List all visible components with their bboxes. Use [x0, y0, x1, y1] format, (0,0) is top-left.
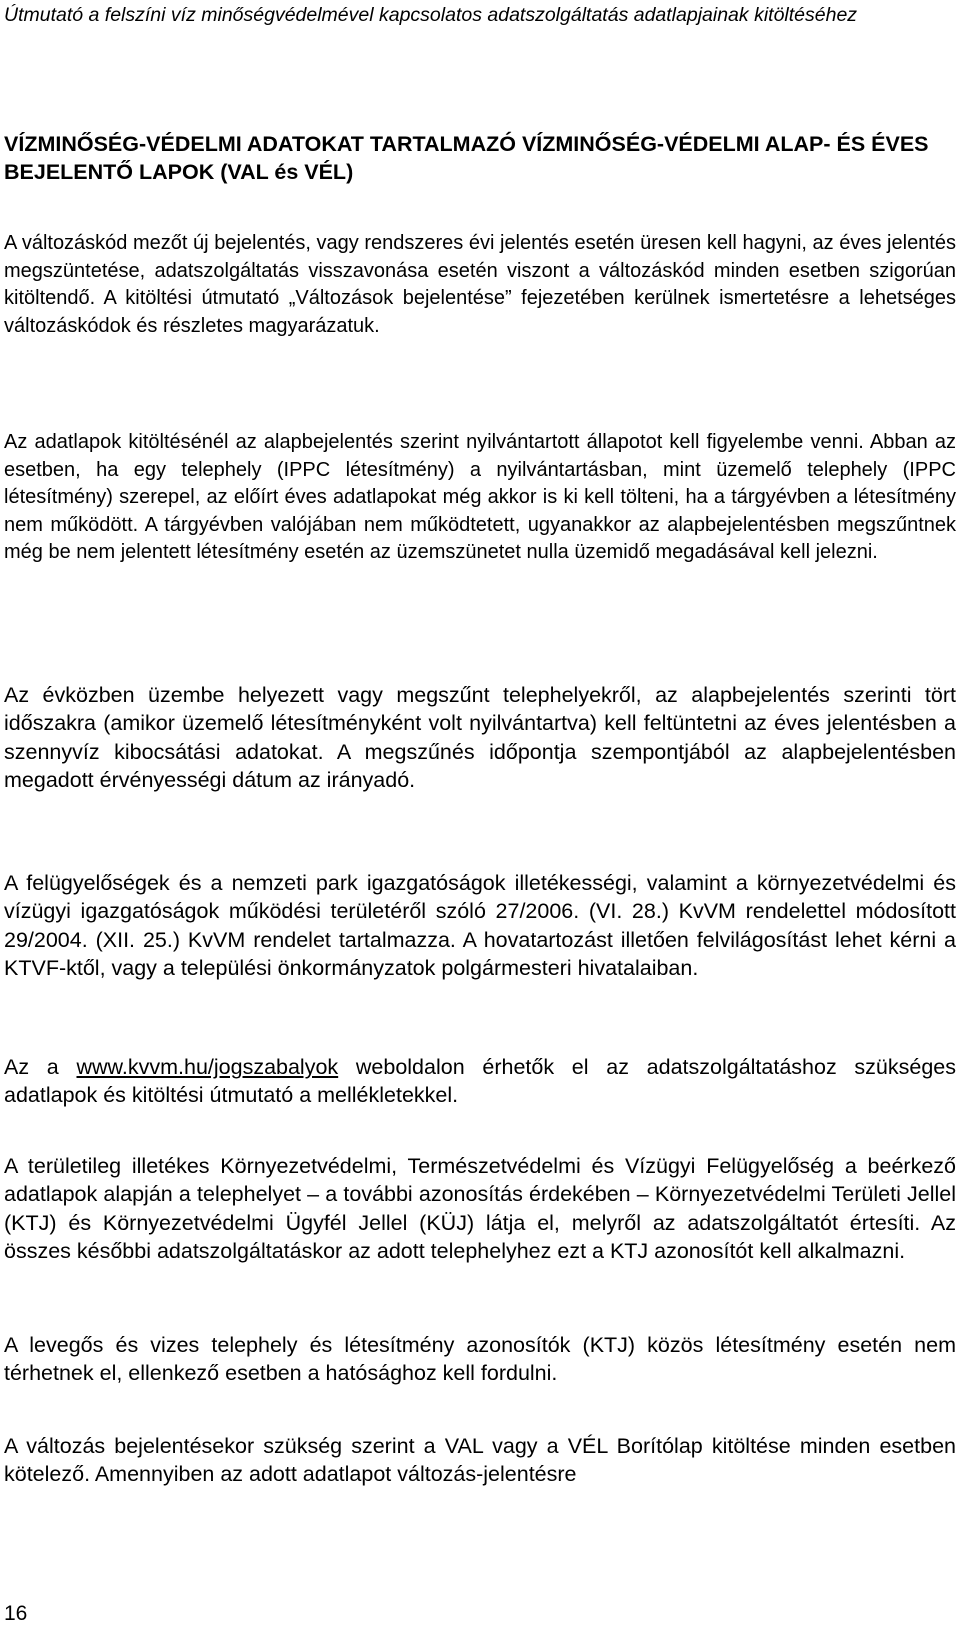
paragraph-website	[4, 1053, 956, 1110]
paragraph-common-facility: A levegős és vizes telephely és létesítmény azonosítók (KTJ) közös létesítmény esetén nem térhetnek el, ellenkező esetben a hatósághoz kell fordulni.	[4, 1333, 956, 1386]
paragraph-started-or-closed-sites: Az évközben üzembe helyezett vagy megszűnt telephelyekről, az alapbejelentés szerinti tört időszakra (amikor üzemelő létesítményként volt nyilvántartva) kell feltüntetni az éves jelentésben a szennyvíz kibocsátási adatokat. A megszűnés időpontja szempontjából az alapbejelentésben megadott érvényességi dátum az irányadó.	[4, 683, 956, 793]
paragraph-change-code: A változáskód mezőt új bejelentés, vagy rendszeres évi jelentés esetén üresen kell hagyni, az éves jelentés megszüntetése, adatszolgáltatás visszavonása esetén viszont a változáskód minden esetben szigorúan kitöltendő. A kitöltési útmutató „Változások bejelentése” fejezetében kerülnek ismertetésre a lehetséges változáskódok és részletes magyarázatuk.	[4, 232, 956, 337]
paragraph-change-notification: A változás bejelentésekor szükség szerint a VAL vagy a VÉL Borítólap kitöltése minden esetben kötelező. Amennyiben az adott adatlapot változás-jelentésre	[4, 1434, 956, 1487]
link-suffix-text: weboldalon érhetők el az adatszolgáltatáshoz szükséges adatlapok és kitöltési útmutató a mellékletekkel.	[4, 1055, 957, 1108]
paragraph-registered-state: Az adatlapok kitöltésénél az alapbejelentés szerint nyilvántartott állapotot kell figyelembe venni. Abban az esetben, ha egy telephely (IPPC létesítmény) a nyilvántartásban, mint üzemelő telephely (IPPC létesítmény) szerepel, az előírt éves adatlapokat még akkor is ki kell tölteni, ha a tárgyévben a létesítmény nem működött. A tárgyévben valójában nem működtetett, ugyanakkor az alapbejelentésben megszűntnek még be nem jelentett létesítmény esetén az üzemszünetet nulla üzemidő megadásával kell jelezni.	[4, 431, 956, 563]
running-header: Útmutató a felszíni víz minőségvédelmével kapcsolatos adatszolgáltatás adatlapjainak kitöltéséhez	[4, 4, 858, 26]
link-prefix-text: Az a	[4, 1055, 77, 1079]
page-number: 16	[4, 1602, 28, 1625]
section-title: VÍZMINŐSÉG-VÉDELMI ADATOKAT TARTALMAZÓ VÍZMINŐSÉG-VÉDELMI ALAP- ÉS ÉVES BEJELENTŐ LAPOK (VAL és VÉL)	[4, 132, 929, 184]
paragraph-ktj-kuj-assignment: A területileg illetékes Környezetvédelmi, Természetvédelmi és Vízügyi Felügyelőség a beérkező adatlapok alapján a telephelyet – a további azonosítás érdekében – Környezetvédelmi Területi Jellel (KTJ) és Környezetvédelmi Ügyfél Jellel (KÜJ) látja el, melyről az adatszolgáltatót értesíti. Az összes későbbi adatszolgáltatáskor az adott telephelyhez ezt a KTJ azonosítót kell alkalmazni.	[4, 1154, 956, 1264]
paragraph-regional-authorities: A felügyelőségek és a nemzeti park igazgatóságok illetékességi, valamint a környezetvédelmi és vízügyi igazgatóságok működési területéről szóló 27/2006. (VI. 28.) KvVM rendelettel módosított 29/2004. (XII. 25.) KvVM rendelet tartalmazza. A hovatartozást illetően felvilágosítást lehet kérni a KTVF-ktől, vagy a települési önkormányzatok polgármesteri hivatalaiban.	[4, 871, 956, 981]
kvvm-website-link[interactable]: www.kvvm.hu/jogszabalyok	[76, 1055, 339, 1079]
